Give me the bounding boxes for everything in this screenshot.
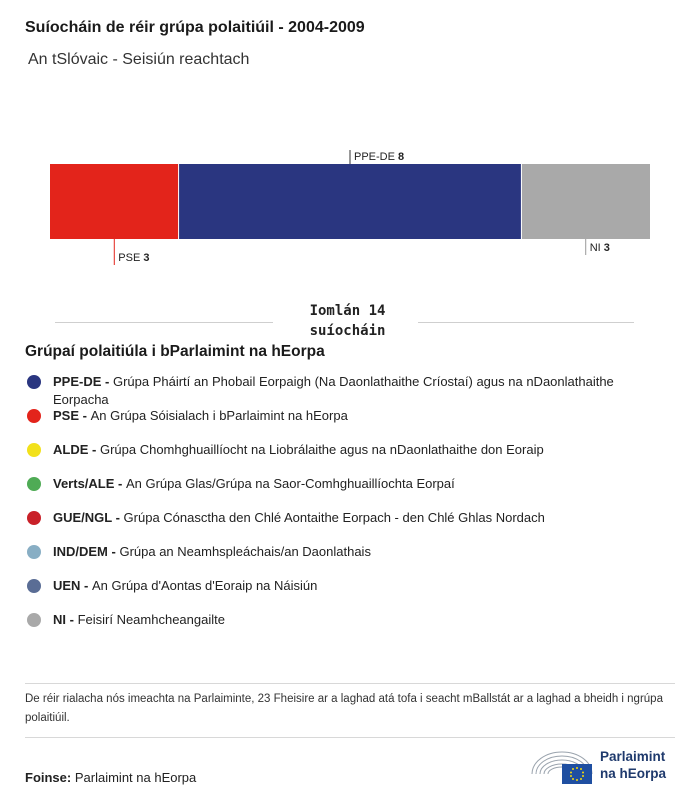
total-seats-unit: suíocháin bbox=[309, 323, 386, 339]
source-line bbox=[25, 770, 196, 785]
divider-bottom bbox=[25, 737, 675, 738]
legend-color-dot-icon bbox=[27, 579, 41, 593]
legend-item-abbr: GUE/NGL - bbox=[53, 510, 124, 525]
logo-text bbox=[600, 748, 666, 782]
chart-subtitle: An tSlóvaic - Seisiún reachtach bbox=[28, 51, 250, 68]
legend-color-dot-icon bbox=[27, 511, 41, 525]
legend-item-description: An Grúpa Sóisialach i bParlaimint na hEorpa bbox=[90, 408, 348, 423]
legend-item-abbr: ALDE - bbox=[53, 442, 100, 457]
legend-color-dot-icon bbox=[27, 443, 41, 457]
legend-item-text bbox=[53, 509, 653, 527]
source-label: Foinse: bbox=[25, 770, 72, 785]
bar-segment-ni bbox=[521, 164, 650, 239]
legend-item-text bbox=[53, 611, 653, 629]
legend-item-text bbox=[53, 475, 653, 493]
legend-item-abbr: NI - bbox=[53, 612, 78, 627]
logo-line-2: na hEorpa bbox=[600, 766, 667, 781]
legend-color-dot-icon bbox=[27, 375, 41, 389]
total-rule-right bbox=[418, 322, 634, 323]
european-parliament-logo bbox=[528, 744, 688, 788]
bar-label-ni: NI 3 bbox=[589, 242, 610, 254]
legend-color-dot-icon bbox=[27, 477, 41, 491]
legend-item-description: Grúpa Pháirtí an Phobail Eorpaigh (Na Daonlathaithe Críostaí) agus na nDaonlathaithe Eorpacha bbox=[53, 374, 614, 407]
legend-item-abbr: Verts/ALE - bbox=[53, 476, 126, 491]
divider-top bbox=[25, 683, 675, 684]
legend-item-description: Grúpa Chomhghuaillíocht na Liobrálaithe agus na nDaonlathaithe don Eoraip bbox=[99, 442, 544, 457]
legend-item-text bbox=[53, 441, 653, 459]
source-text: Parlaimint na hEorpa bbox=[74, 770, 197, 785]
legend-item-abbr: PSE - bbox=[53, 408, 91, 423]
seats-stacked-bar-chart bbox=[0, 140, 700, 275]
bar-label-pse: PSE 3 bbox=[118, 252, 150, 264]
legend-item-description: Grúpa an Neamhspleáchais/an Daonlathais bbox=[119, 544, 371, 559]
bar-label-ppe-de: PPE-DE 8 bbox=[354, 151, 405, 163]
legend-item-description: An Grúpa Glas/Grúpa na Saor-Comhghuaillíochta Eorpaí bbox=[125, 476, 455, 491]
bar-segment-pse bbox=[50, 164, 179, 239]
legend-item-abbr: PPE-DE - bbox=[53, 374, 113, 389]
legend-item-text bbox=[53, 543, 653, 561]
total-seats-count: Iomlán 14 bbox=[309, 303, 386, 319]
legend-item-text bbox=[53, 407, 653, 425]
chart-title: Suíocháin de réir grúpa polaitiúil - 2004-2009 bbox=[25, 19, 365, 36]
legend-item-text bbox=[53, 577, 653, 595]
hemicycle-flag-icon bbox=[528, 744, 598, 788]
legend-item-text bbox=[53, 373, 653, 409]
legend-color-dot-icon bbox=[27, 409, 41, 423]
legend-item-description: An Grúpa d'Aontas d'Eoraip na Náisiún bbox=[92, 578, 318, 593]
legend-item-description: Grúpa Cónasctha den Chlé Aontaithe Eorpach - den Chlé Ghlas Nordach bbox=[123, 510, 545, 525]
legend-title: Grúpaí polaitiúla i bParlaimint na hEorpa bbox=[25, 343, 325, 360]
footnote: De réir rialacha nós imeachta na Parlaiminte, 23 Fheisire ar a laghad atá tofa i seacht mBallstát ar a laghad a bheidh i ngrúpa polaitiúil. bbox=[25, 693, 663, 724]
legend-item-abbr: IND/DEM - bbox=[53, 544, 120, 559]
total-seats-label bbox=[275, 301, 420, 341]
logo-line-1: Parlaimint bbox=[600, 749, 666, 764]
legend-item-description: Feisirí Neamhcheangailte bbox=[77, 612, 225, 627]
legend-color-dot-icon bbox=[27, 545, 41, 559]
total-rule-left bbox=[55, 322, 273, 323]
bar-segment-ppe-de bbox=[179, 164, 522, 239]
legend-color-dot-icon bbox=[27, 613, 41, 627]
legend-item-abbr: UEN - bbox=[53, 578, 92, 593]
